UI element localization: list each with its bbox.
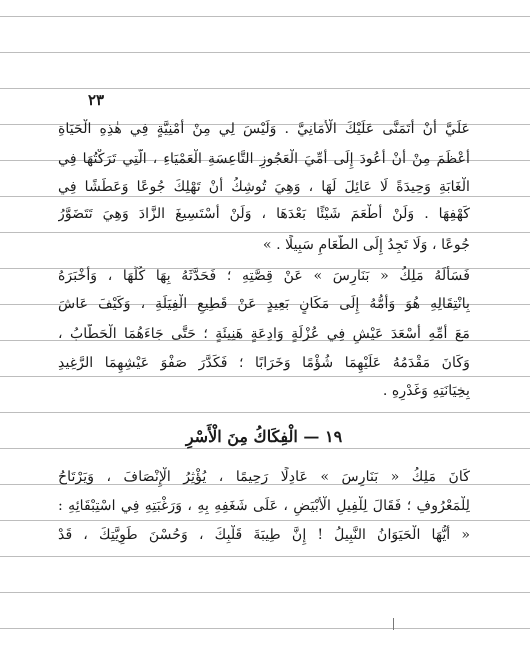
ruled-line	[0, 448, 530, 449]
ruled-line	[0, 628, 530, 629]
page-number: ٢٣	[88, 91, 105, 109]
ruled-line	[0, 556, 530, 557]
text-line: مَعَ أُمِّهِ أَسْعَدَ عَيْشٍ فِي عُزْلَةٍ وَادِعَةٍ هَنِيئَةٍ ؛ حَتَّى جَاءَهُمَا الْحَطَّابُ ،	[58, 326, 470, 342]
ruled-line	[0, 376, 530, 377]
ruled-line	[0, 520, 530, 521]
ruled-line	[0, 232, 530, 233]
text-line: أَعْظَمَ مِنْ أَنْ أَعُودَ إِلَى أُمِّيَ الْعَجُوزِ التَّاعِسَةِ الْعَمْيَاءِ ، الَّتِي تَرَكْتُهَا فِي	[58, 151, 470, 167]
text-line: عَلَيَّ أَنْ أَتَمَنَّى عَلَيْكَ الْأَمَانِيَّ . وَلَيْسَ لِي مِنْ أُمْنِيَّةٍ فِي هٰذِهِ الْحَيَاةِ	[58, 121, 470, 137]
text-line: بِانْتِقَالِهِ هُوَ وَأُمُّهُ إِلَى مَكَانٍ بَعِيدٍ عَنْ قَطِيعِ الْفِيَلَةِ ، وَكَيْفَ عَاشَ	[58, 296, 470, 312]
text-line: لِلْمَعْرُوفِ ؛ فَقَالَ لِلْفِيلِ الْأَبْيَضِ ، عَلَى شَغَفِهِ بِهِ ، وَرَغْبَتِهِ فِي اسْتِبْقَائِهِ :	[58, 498, 470, 514]
text-line: الْغَابَةِ وَحِيدَةً لَا عَائِلَ لَهَا ، وَهِيَ تُوشِكُ أَنْ تَهْلِكَ جُوعًا وَعَطَشًا فِي	[58, 179, 470, 195]
text-line: « أَيُّهَا الْحَيَوَانُ النَّبِيلُ ! إِنَّ طِيبَةَ قَلْبِكَ ، وَحُسْنَ طَوِيَّتِكَ ، قَدْ	[58, 527, 470, 543]
pen-mark	[393, 618, 394, 630]
ruled-line	[0, 88, 530, 89]
text-line: كَانَ مَلِكُ « بَنَارِسَ » عَادِلًا رَحِيمًا ، يُؤْثِرُ الْإِنْصَافَ ، وَيَرْتَاحُ	[58, 469, 470, 485]
text-line: جُوعًا ، وَلَا تَجِدُ إِلَى الطَّعَامِ سَبِيلًا . »	[262, 237, 470, 253]
ruled-line	[0, 16, 530, 17]
ruled-line	[0, 592, 530, 593]
ruled-line	[0, 412, 530, 413]
ruled-line	[0, 52, 530, 53]
section-title: ١٩ — الْفِكَاكُ مِنَ الْأَسْرِ	[185, 427, 343, 446]
text-line: كَهْفِهَا . وَلَنْ أَطْعَمَ شَيْئًا بَعْدَهَا ، وَلَنْ أَسْتَسِيغَ الزَّادَ وَهِيَ تَتَضَوَّرُ	[58, 206, 470, 222]
text-line: وَكَانَ مَقْدَمُهُ عَلَيْهِمَا شُؤْمًا وَخَرَابًا ؛ فَكَدَّرَ صَفْوَ عَيْشِهِمَا الرَّغِيدِ	[58, 355, 470, 371]
text-line: فَسَأَلَهُ مَلِكُ « بَنَارِسَ » عَنْ قِصَّتِهِ ؛ فَحَدَّثَهُ بِهَا كُلِّهَا ، وَأَخْبَرَهُ	[58, 268, 470, 284]
text-line: بِخِيَانَتِهِ وَغَدْرِهِ .	[382, 383, 470, 399]
